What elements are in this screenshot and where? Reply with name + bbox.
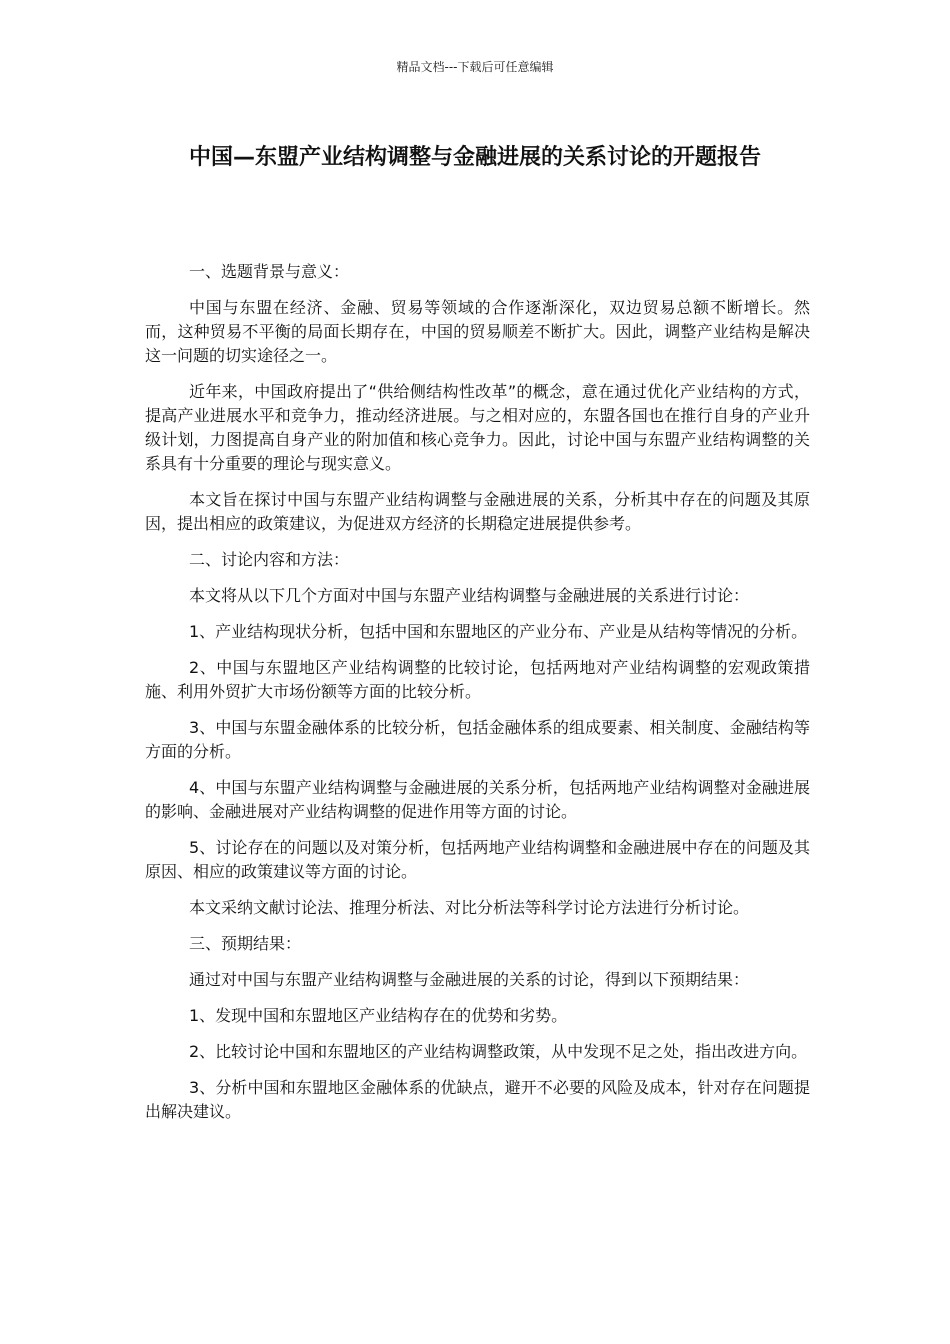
paragraph-purpose: 本文旨在探讨中国与东盟产业结构调整与金融进展的关系，分析其中存在的问题及其原因，提出相应的政策建议，为促进双方经济的长期稳定进展提供参考。 <box>145 490 810 533</box>
list-item-result-2: 2、比较讨论中国和东盟地区的产业结构调整政策，从中发现不足之处，指出改进方向。 <box>189 1042 808 1061</box>
document-body <box>145 260 810 1136</box>
list-item-content-5: 5、讨论存在的问题以及对策分析，包括两地产业结构调整和金融进展中存在的问题及其原因、相应的政策建议等方面的讨论。 <box>145 838 810 881</box>
section-heading-background: 一、选题背景与意义： <box>189 262 350 281</box>
header-note: 精品文档---下载后可任意编辑 <box>396 60 554 74</box>
paragraph-supply-side-reform: 近年来，中国政府提出了“供给侧结构性改革”的概念，意在通过优化产业结构的方式，提高产业进展水平和竞争力，推动经济进展。与之相对应的，东盟各国也在推行自身的产业升级计划，力图提高自身产业的附加值和核心竞争力。因此，讨论中国与东盟产业结构调整的关系具有十分重要的理论与现实意义。 <box>145 382 810 473</box>
list-item-content-1: 1、产业结构现状分析，包括中国和东盟地区的产业分布、产业是从结构等情况的分析。 <box>189 622 808 641</box>
paragraph-results-intro: 通过对中国与东盟产业结构调整与金融进展的关系的讨论，得到以下预期结果： <box>189 970 750 989</box>
list-item-content-4: 4、中国与东盟产业结构调整与金融进展的关系分析，包括两地产业结构调整对金融进展的影响、金融进展对产业结构调整的促进作用等方面的讨论。 <box>145 778 810 821</box>
list-item-result-1: 1、发现中国和东盟地区产业结构存在的优势和劣势。 <box>189 1006 568 1025</box>
paragraph-trade-cooperation: 中国与东盟在经济、金融、贸易等领域的合作逐渐深化，双边贸易总额不断增长。然而，这种贸易不平衡的局面长期存在，中国的贸易顺差不断扩大。因此，调整产业结构是解决这一问题的切实途径之一。 <box>145 298 810 365</box>
section-heading-content-methods: 二、讨论内容和方法： <box>189 550 350 569</box>
document-title: 中国—东盟产业结构调整与金融进展的关系讨论的开题报告 <box>188 145 761 170</box>
paragraph-methods: 本文采纳文献讨论法、推理分析法、对比分析法等科学讨论方法进行分析讨论。 <box>189 898 750 917</box>
section-heading-expected-results: 三、预期结果： <box>189 934 302 953</box>
list-item-content-2: 2、中国与东盟地区产业结构调整的比较讨论，包括两地对产业结构调整的宏观政策措施、利用外贸扩大市场份额等方面的比较分析。 <box>145 658 810 701</box>
list-item-result-3: 3、分析中国和东盟地区金融体系的优缺点，避开不必要的风险及成本，针对存在问题提出解决建议。 <box>145 1078 810 1121</box>
paragraph-content-intro: 本文将从以下几个方面对中国与东盟产业结构调整与金融进展的关系进行讨论： <box>189 586 750 605</box>
list-item-content-3: 3、中国与东盟金融体系的比较分析，包括金融体系的组成要素、相关制度、金融结构等方面的分析。 <box>145 718 810 761</box>
